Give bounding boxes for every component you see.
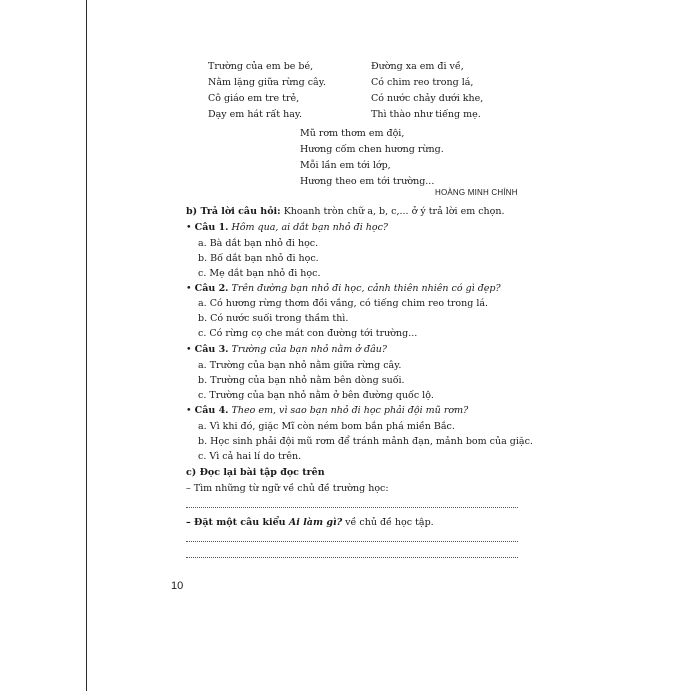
question-1 (186, 223, 388, 233)
sentence-pattern: Ai làm gì? (288, 517, 343, 528)
poem-line: Có nước chảy dưới khe, (371, 93, 484, 104)
section-b-instruction: Khoanh tròn chữ a, b, c,... ở ý trả lời em chọn. (280, 206, 505, 217)
question-4 (186, 406, 468, 416)
section-b-heading (186, 207, 505, 217)
answer-option: a. Vì khi đó, giặc Mĩ còn ném bom bắn phá miền Bắc. (198, 421, 455, 432)
question-label: Câu 2. (194, 283, 229, 294)
question-text: Trên đường bạn nhỏ đi học, cảnh thiên nhiên có gì đẹp? (228, 283, 501, 294)
answer-option: b. Có nước suối trong thầm thì. (198, 313, 349, 324)
answer-option: a. Bà dắt bạn nhỏ đi học. (198, 238, 319, 249)
section-b-label: b) Trả lời câu hỏi: (186, 206, 281, 217)
answer-line-dotted (186, 507, 518, 508)
answer-line-dotted (186, 557, 518, 558)
question-bullet: • (186, 283, 192, 294)
poem-line: Dạy em hát rất hay. (208, 109, 303, 120)
poem-line: Đường xa em đi về, (371, 61, 464, 72)
page-number: 10 (171, 580, 184, 592)
question-bullet: • (186, 405, 192, 416)
question-text: Theo em, vì sao bạn nhỏ đi học phải đội mũ rơm? (228, 405, 469, 416)
task-prefix: – Đặt một câu kiểu (186, 517, 289, 528)
poem-line: Có chim reo trong lá, (371, 77, 474, 88)
task-make-sentence (186, 518, 434, 528)
answer-option: b. Trường của bạn nhỏ nằm bên dòng suối. (198, 375, 405, 386)
poem-line: Nằm lặng giữa rừng cây. (208, 77, 326, 88)
poem-line: Mỗi lần em tới lớp, (300, 160, 391, 171)
question-text: Trường của bạn nhỏ nằm ở đâu? (228, 344, 387, 355)
question-3 (186, 345, 387, 355)
question-label: Câu 1. (194, 222, 229, 233)
task-find-words: – Tìm những từ ngữ về chủ đề trường học: (186, 483, 389, 494)
section-c-heading: c) Đọc lại bài tập đọc trên (186, 467, 325, 478)
question-2 (186, 284, 501, 294)
question-label: Câu 4. (194, 405, 229, 416)
answer-option: b. Học sinh phải đội mũ rơm để tránh mảnh đạn, mảnh bom của giặc. (198, 436, 533, 447)
question-label: Câu 3. (194, 344, 229, 355)
question-bullet: • (186, 222, 192, 233)
poem-line: Hương cốm chen hương rừng. (300, 144, 444, 155)
answer-option: a. Có hương rừng thơm đồi vắng, có tiếng chim reo trong lá. (198, 298, 489, 309)
task-suffix: về chủ đề học tập. (342, 517, 434, 528)
question-bullet: • (186, 344, 192, 355)
question-text: Hôm qua, ai dắt bạn nhỏ đi học? (228, 222, 389, 233)
answer-option: c. Có rừng cọ che mát con đường tới trường... (198, 328, 418, 339)
answer-option: c. Vì cả hai lí do trên. (198, 451, 302, 462)
book-spine-line (86, 0, 87, 691)
answer-option: c. Trường của bạn nhỏ nằm ở bên đường quốc lộ. (198, 390, 434, 401)
poem-author: HOÀNG MINH CHÍNH (435, 188, 518, 197)
poem-line: Thì thào như tiếng mẹ. (371, 109, 481, 120)
answer-option: b. Bố dắt bạn nhỏ đi học. (198, 253, 319, 264)
poem-line: Cô giáo em tre trẻ, (208, 93, 300, 104)
poem-line: Trường của em be bé, (208, 61, 314, 72)
poem-line: Mũ rơm thơm em đội, (300, 128, 405, 139)
answer-line-dotted (186, 541, 518, 542)
poem-line: Hương theo em tới trường... (300, 176, 435, 187)
answer-option: a. Trường của bạn nhỏ nằm giữa rừng cây. (198, 360, 402, 371)
answer-option: c. Mẹ dắt bạn nhỏ đi học. (198, 268, 321, 279)
